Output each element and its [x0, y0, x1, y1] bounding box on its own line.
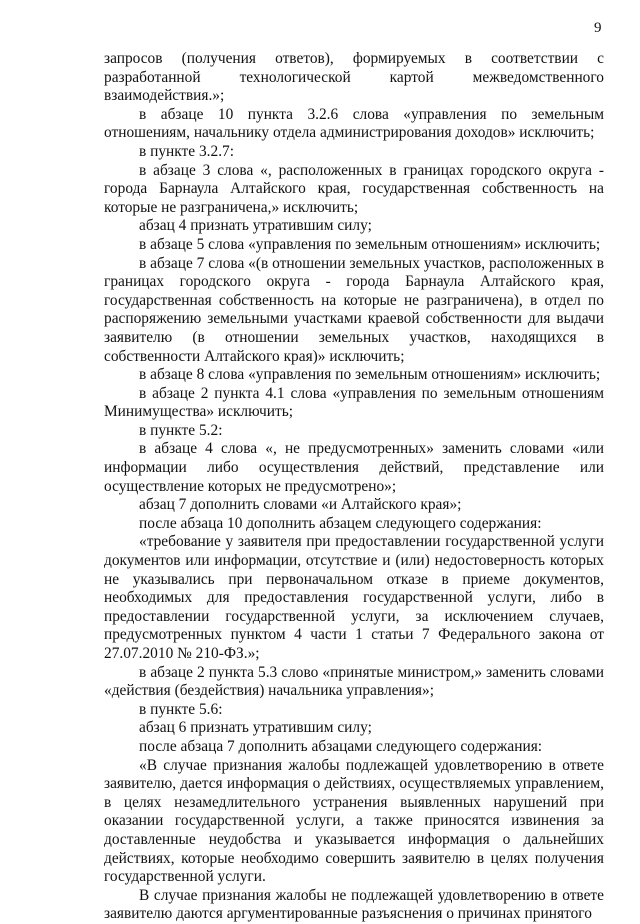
- paragraph: после абзаца 7 дополнить абзацами следующего содержания:: [139, 737, 543, 755]
- paragraph: «В случае признания жалобы подлежащей удовлетворению в ответе заявителю, дается информация о действиях, осуществляемых управлением, в целях незамедлительного устранения выявленных нарушений при оказании государственной услуги, а также приносятся извинения за доставленные неудобства и указывается информация о дальнейших действиях, которые необходимо совершить заявителю в целях получения государственной услуги.: [104, 756, 604, 886]
- paragraph: в пункте 5.6:: [139, 700, 223, 718]
- paragraph: запросов (получения ответов), формируемых в соответствии с разработанной технологической картой межведомственного взаимодействия.»;: [104, 50, 604, 105]
- paragraph: «требование у заявителя при предоставлении государственной услуги документов или информации, отсутствие и (или) недостоверность которых не указывались при первоначальном отказе в приеме документов, необходимых для предоставления государственной услуги, либо в предоставлении государственной услуги, за исключением случаев, предусмотренных пунктом 4 части 1 статьи 7 Федерального закона от 27.07.2010 № 210-ФЗ.»;: [104, 533, 604, 662]
- paragraph: в абзаце 4 слова «, не предусмотренных» заменить словами «или информации либо осуществления действий, представление или осуществление которых не предусмотрено»;: [104, 440, 604, 495]
- paragraph: в абзаце 8 слова «управления по земельным отношениям» исключить;: [139, 366, 601, 384]
- paragraph: в абзаце 3 слова «, расположенных в границах городского округа - города Барнаула Алтайского края, государственная собственность на которые не разграничена,» исключить;: [104, 161, 604, 216]
- paragraph: абзац 4 признать утратившим силу;: [139, 217, 372, 235]
- paragraph: в пункте 3.2.7:: [139, 142, 235, 160]
- paragraph: в абзаце 2 пункта 4.1 слова «управления по земельным отношениям Минимущества» исключить;: [104, 384, 604, 421]
- paragraph: В случае признания жалобы не подлежащей удовлетворению в ответе заявителю даются аргументированные разъяснения о причинах принятого: [104, 886, 604, 923]
- paragraph: абзац 6 признать утратившим силу;: [139, 719, 372, 737]
- page-number: 9: [594, 20, 602, 36]
- paragraph: после абзаца 10 дополнить абзацем следующего содержания:: [139, 514, 542, 532]
- paragraph: в абзаце 10 пункта 3.2.6 слова «управления по земельным отношениям, начальнику отдела администрирования доходов» исключить;: [104, 105, 604, 142]
- document-body: [104, 50, 604, 924]
- paragraph: в абзаце 7 слова «(в отношении земельных участков, расположенных в границах городского округа - города Барнаула Алтайского края, государственная собственность на которые не разграничена), в отдел по распоряжению земельными участками краевой собственности для выдачи заявителю (в отношении земельных участков, находящихся в собственности Алтайского края)» исключить;: [104, 254, 604, 365]
- paragraph: в абзаце 5 слова «управления по земельным отношениям» исключить;: [139, 235, 601, 253]
- paragraph: абзац 7 дополнить словами «и Алтайского края»;: [139, 496, 462, 514]
- paragraph: в абзаце 2 пункта 5.3 слово «принятые министром,» заменить словами «действия (бездействия) начальника управления»;: [104, 663, 604, 700]
- paragraph: в пункте 5.2:: [139, 421, 223, 439]
